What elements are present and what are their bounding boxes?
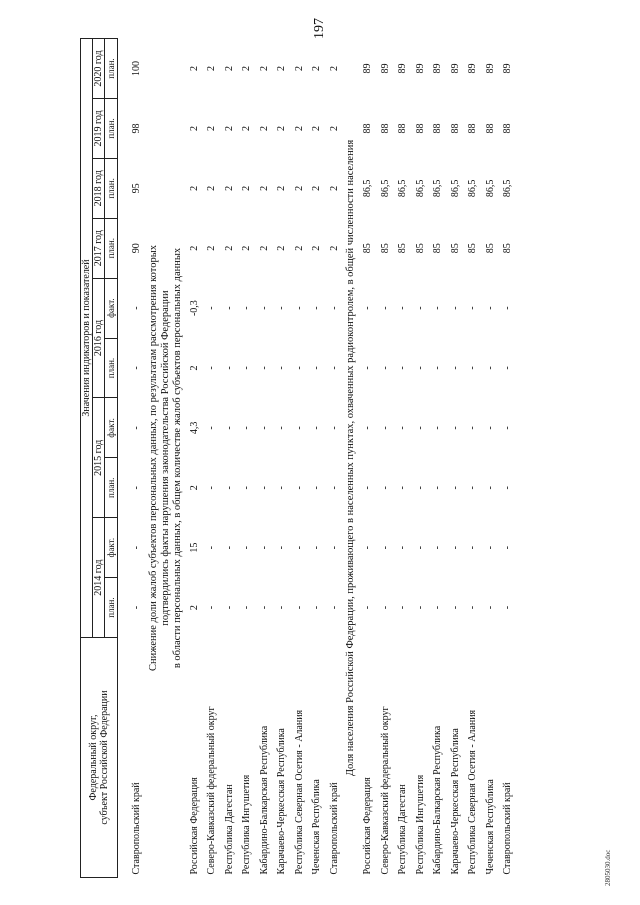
fact-subheader: факт. [105, 398, 118, 458]
value-cell: - [432, 306, 444, 310]
table-header [81, 39, 118, 878]
value-cell: - [241, 426, 253, 430]
values-title: Значения индикаторов и показателей [81, 39, 93, 638]
value-cell: - [131, 366, 143, 370]
value-cell: - [432, 546, 444, 550]
value-cell: 4,3 [188, 421, 200, 435]
value-cell: 89 [502, 63, 514, 74]
region-name: Северо-Кавказский федеральный округ [379, 706, 391, 875]
value-cell: 2 [328, 66, 340, 71]
value-cell: 89 [484, 63, 496, 74]
value-cell: 85 [502, 243, 514, 254]
value-cell: - [276, 426, 288, 430]
value-cell: - [397, 306, 409, 310]
value-cell: 85 [467, 243, 479, 254]
plan-subheader: план. [105, 98, 118, 158]
value-cell: 2 [328, 125, 340, 131]
region-name: Ставропольский край [131, 782, 143, 875]
value-cell: 2 [293, 66, 305, 71]
section-title [343, 39, 359, 878]
region-name: Республика Северная Осетия - Алания [467, 709, 479, 875]
value-cell: 89 [467, 63, 479, 74]
value-cell: 88 [502, 123, 514, 134]
value-cell: 88 [362, 123, 374, 134]
value-cell: - [206, 605, 218, 610]
value-cell: 86,5 [449, 179, 461, 198]
value-cell: - [397, 486, 409, 490]
value-cell: 86,5 [432, 179, 444, 198]
value-cell: - [467, 426, 479, 430]
year-header: 2015 год [93, 398, 105, 518]
value-cell: 2 [293, 125, 305, 131]
value-cell: - [311, 366, 323, 370]
region-name: Чеченская Республика [484, 779, 496, 875]
value-cell: - [241, 306, 253, 310]
value-cell: 88 [379, 123, 391, 134]
value-cell: - [397, 546, 409, 550]
value-cell: 2 [241, 66, 253, 71]
value-cell: - [328, 366, 340, 370]
value-cell: 86,5 [414, 179, 426, 198]
region-name: Кабардино-Балкарская Республика [258, 725, 270, 875]
value-cell: 2 [223, 66, 235, 71]
value-cell: - [449, 306, 461, 310]
value-cell: -0,3 [188, 300, 200, 317]
value-cell: - [131, 426, 143, 430]
value-cell: - [467, 306, 479, 310]
year-header: 2016 год [93, 278, 105, 398]
value-cell: 86,5 [484, 179, 496, 198]
value-cell: 2 [293, 245, 305, 251]
value-cell: - [241, 546, 253, 550]
value-cell: - [131, 486, 143, 490]
table-row [128, 39, 146, 878]
table-row [447, 39, 465, 878]
value-cell: - [293, 546, 305, 550]
value-cell: - [258, 366, 270, 370]
value-cell: - [293, 306, 305, 310]
value-cell: - [379, 306, 391, 310]
fact-subheader: факт. [105, 518, 118, 578]
table-row [291, 39, 309, 878]
value-cell: 2 [188, 185, 200, 191]
plan-subheader: план. [105, 458, 118, 518]
value-cell: 85 [414, 243, 426, 254]
value-cell: 2 [241, 245, 253, 251]
value-cell: 2 [223, 245, 235, 251]
value-cell: 95 [131, 183, 143, 194]
section-title-row [146, 39, 186, 878]
value-cell: 98 [131, 123, 143, 134]
region-name: Российская Федерация [188, 777, 200, 875]
region-name: Российская Федерация [362, 777, 374, 875]
value-cell: - [414, 486, 426, 490]
value-cell: 86,5 [379, 179, 391, 198]
value-cell: 2 [311, 185, 323, 191]
value-cell: - [206, 426, 218, 430]
section-title-row [343, 39, 359, 878]
value-cell: 86,5 [397, 179, 409, 198]
value-cell: 2 [258, 125, 270, 131]
value-cell: - [241, 605, 253, 610]
indicators-table [80, 38, 517, 878]
value-cell: 2 [328, 185, 340, 191]
value-cell: - [276, 605, 288, 610]
value-cell: - [414, 605, 426, 610]
region-name: Республика Северная Осетия - Алания [293, 709, 305, 875]
table-row [238, 39, 256, 878]
value-cell: 88 [432, 123, 444, 134]
value-cell: - [502, 546, 514, 550]
value-cell: - [484, 306, 496, 310]
table-row [482, 39, 500, 878]
value-cell: - [311, 486, 323, 490]
value-cell: - [467, 486, 479, 490]
year-header: 2014 год [93, 518, 105, 638]
value-cell: 2 [241, 185, 253, 191]
value-cell: - [223, 605, 235, 610]
value-cell: - [311, 546, 323, 550]
value-cell: - [414, 426, 426, 430]
value-cell: - [293, 486, 305, 490]
value-cell: 2 [206, 245, 218, 251]
value-cell: - [276, 366, 288, 370]
page-number: 197 [312, 18, 327, 40]
table-row [464, 39, 482, 878]
value-cell: - [467, 605, 479, 610]
value-cell: 15 [188, 542, 200, 553]
value-cell: - [258, 426, 270, 430]
value-cell: 2 [258, 245, 270, 251]
value-cell: 86,5 [502, 179, 514, 198]
region-name: Республика Ингушетия [414, 774, 426, 875]
value-cell: 88 [449, 123, 461, 134]
value-cell: - [502, 426, 514, 430]
value-cell: - [449, 366, 461, 370]
value-cell: - [258, 546, 270, 550]
value-cell: 2 [223, 125, 235, 131]
table-row [221, 39, 239, 878]
value-cell: 2 [293, 185, 305, 191]
value-cell: - [484, 366, 496, 370]
value-cell: - [223, 426, 235, 430]
table-row [429, 39, 447, 878]
value-cell: - [223, 486, 235, 490]
value-cell: 89 [379, 63, 391, 74]
value-cell: - [206, 546, 218, 550]
value-cell: 2 [276, 185, 288, 191]
value-cell: - [414, 546, 426, 550]
value-cell: - [502, 306, 514, 310]
fact-subheader: факт. [105, 278, 118, 338]
region-name: Чеченская Республика [311, 779, 323, 875]
value-cell: - [484, 426, 496, 430]
value-cell: 2 [188, 245, 200, 251]
value-cell: - [293, 426, 305, 430]
value-cell: - [223, 306, 235, 310]
value-cell: 2 [328, 245, 340, 251]
table-row [359, 39, 377, 878]
value-cell: - [328, 426, 340, 430]
value-cell: 89 [432, 63, 444, 74]
value-cell: - [484, 546, 496, 550]
value-cell: 89 [362, 63, 374, 74]
value-cell: 85 [362, 243, 374, 254]
table-body [118, 39, 517, 878]
value-cell: - [379, 546, 391, 550]
value-cell: - [362, 486, 374, 490]
value-cell: - [414, 306, 426, 310]
value-cell: 2 [258, 66, 270, 71]
value-cell: - [206, 366, 218, 370]
value-cell: - [502, 366, 514, 370]
region-name: Карачаево-Черкесская Республика [276, 728, 288, 875]
table-row [273, 39, 291, 878]
value-cell: 86,5 [362, 179, 374, 198]
section-title [146, 39, 186, 878]
region-header-line2: субъект Российской Федерации [99, 690, 110, 825]
value-cell: - [276, 546, 288, 550]
value-cell: 88 [397, 123, 409, 134]
region-name: Республика Ингушетия [241, 774, 253, 875]
region-name: Карачаево-Черкесская Республика [449, 728, 461, 875]
section-title-line: подтвердились факты нарушения законодательства Российской Федерации [159, 290, 171, 626]
value-cell: - [258, 486, 270, 490]
value-cell: - [328, 486, 340, 490]
value-cell: - [328, 306, 340, 310]
value-cell: - [432, 426, 444, 430]
plan-subheader: план. [105, 338, 118, 398]
value-cell: 88 [414, 123, 426, 134]
value-cell: 2 [276, 245, 288, 251]
region-name: Ставропольский край [502, 782, 514, 875]
region-name: Республика Дагестан [397, 784, 409, 875]
value-cell: - [467, 366, 479, 370]
value-cell: - [379, 426, 391, 430]
table-row [203, 39, 221, 878]
value-cell: - [362, 366, 374, 370]
value-cell: 2 [311, 66, 323, 71]
value-cell: 2 [206, 185, 218, 191]
value-cell: 2 [188, 605, 200, 611]
table-row [256, 39, 274, 878]
region-column-header [81, 638, 118, 878]
value-cell: - [311, 426, 323, 430]
value-cell: - [276, 306, 288, 310]
value-cell: - [311, 306, 323, 310]
value-cell: 89 [397, 63, 409, 74]
value-cell: 2 [188, 485, 200, 491]
value-cell: - [311, 605, 323, 610]
year-header: 2020 год [93, 39, 105, 99]
value-cell: 2 [206, 66, 218, 71]
value-cell: - [379, 486, 391, 490]
value-cell: - [484, 605, 496, 610]
value-cell: 2 [258, 185, 270, 191]
value-cell: - [362, 306, 374, 310]
value-cell: - [362, 546, 374, 550]
value-cell: - [449, 605, 461, 610]
value-cell: 2 [276, 66, 288, 71]
table-row [377, 39, 395, 878]
value-cell: - [449, 486, 461, 490]
value-cell: 85 [379, 243, 391, 254]
value-cell: - [502, 486, 514, 490]
value-cell: - [206, 486, 218, 490]
value-cell: 85 [484, 243, 496, 254]
table-row [394, 39, 412, 878]
value-cell: - [258, 306, 270, 310]
plan-subheader: план. [105, 158, 118, 218]
table-row [308, 39, 326, 878]
value-cell: 89 [449, 63, 461, 74]
year-header: 2019 год [93, 98, 105, 158]
value-cell: - [131, 306, 143, 310]
value-cell: - [293, 366, 305, 370]
footer-file-code: 2805030.doc [604, 849, 612, 886]
section-title-line: Доля населения Российской Федерации, проживающего в населенных пунктах, охваченных радиоконтролем, в общей численности населения [345, 139, 356, 777]
value-cell: 2 [311, 125, 323, 131]
value-cell: - [397, 605, 409, 610]
region-name: Республика Дагестан [223, 784, 235, 875]
value-cell: - [449, 546, 461, 550]
value-cell: 88 [484, 123, 496, 134]
value-cell: - [432, 366, 444, 370]
value-cell: 2 [188, 365, 200, 371]
value-cell: - [131, 605, 143, 610]
value-cell: - [484, 486, 496, 490]
value-cell: 2 [206, 125, 218, 131]
value-cell: - [206, 306, 218, 310]
region-name: Кабардино-Балкарская Республика [432, 725, 444, 875]
value-cell: 2 [241, 125, 253, 131]
table-row [412, 39, 430, 878]
value-cell: - [362, 426, 374, 430]
value-cell: 2 [188, 66, 200, 71]
section-title-line: Снижение доли жалоб субъектов персональных данных, по результатам рассмотрения которых [147, 244, 159, 672]
year-header: 2018 год [93, 158, 105, 218]
value-cell: - [379, 366, 391, 370]
value-cell: - [397, 366, 409, 370]
value-cell: - [223, 366, 235, 370]
value-cell: - [241, 486, 253, 490]
rotated-page [80, 38, 620, 878]
table-row [326, 39, 344, 878]
value-cell: 88 [467, 123, 479, 134]
value-cell: 2 [276, 125, 288, 131]
value-cell: 85 [432, 243, 444, 254]
value-cell: 100 [131, 61, 143, 76]
plan-subheader: план. [105, 218, 118, 278]
value-cell: - [449, 426, 461, 430]
value-cell: 2 [188, 125, 200, 131]
table-row [186, 39, 204, 878]
table-row [499, 39, 517, 878]
plan-subheader: план. [105, 39, 118, 99]
value-cell: 86,5 [467, 179, 479, 198]
value-cell: - [397, 426, 409, 430]
value-cell: - [258, 605, 270, 610]
region-name: Северо-Кавказский федеральный округ [206, 706, 218, 875]
value-cell: 89 [414, 63, 426, 74]
region-header-line1: Федеральный округ, [88, 714, 99, 801]
value-cell: - [467, 546, 479, 550]
value-cell: 2 [311, 245, 323, 251]
value-cell: - [328, 546, 340, 550]
value-cell: 90 [131, 243, 143, 254]
value-cell: - [223, 546, 235, 550]
value-cell: - [414, 366, 426, 370]
value-cell: - [502, 605, 514, 610]
value-cell: - [362, 605, 374, 610]
value-cell: 2 [223, 185, 235, 191]
value-cell: - [131, 546, 143, 550]
value-cell: - [432, 605, 444, 610]
value-cell: - [276, 486, 288, 490]
value-cell: - [241, 366, 253, 370]
section-title-line: в области персональных данных, в общем количестве жалоб субъектов персональных данных [171, 247, 183, 669]
value-cell: - [432, 486, 444, 490]
value-cell: - [379, 605, 391, 610]
value-cell: 85 [449, 243, 461, 254]
value-cell: - [293, 605, 305, 610]
value-cell: - [328, 605, 340, 610]
region-name: Ставропольский край [328, 782, 340, 875]
value-cell: 85 [397, 243, 409, 254]
year-header: 2017 год [93, 218, 105, 278]
plan-subheader: план. [105, 578, 118, 638]
